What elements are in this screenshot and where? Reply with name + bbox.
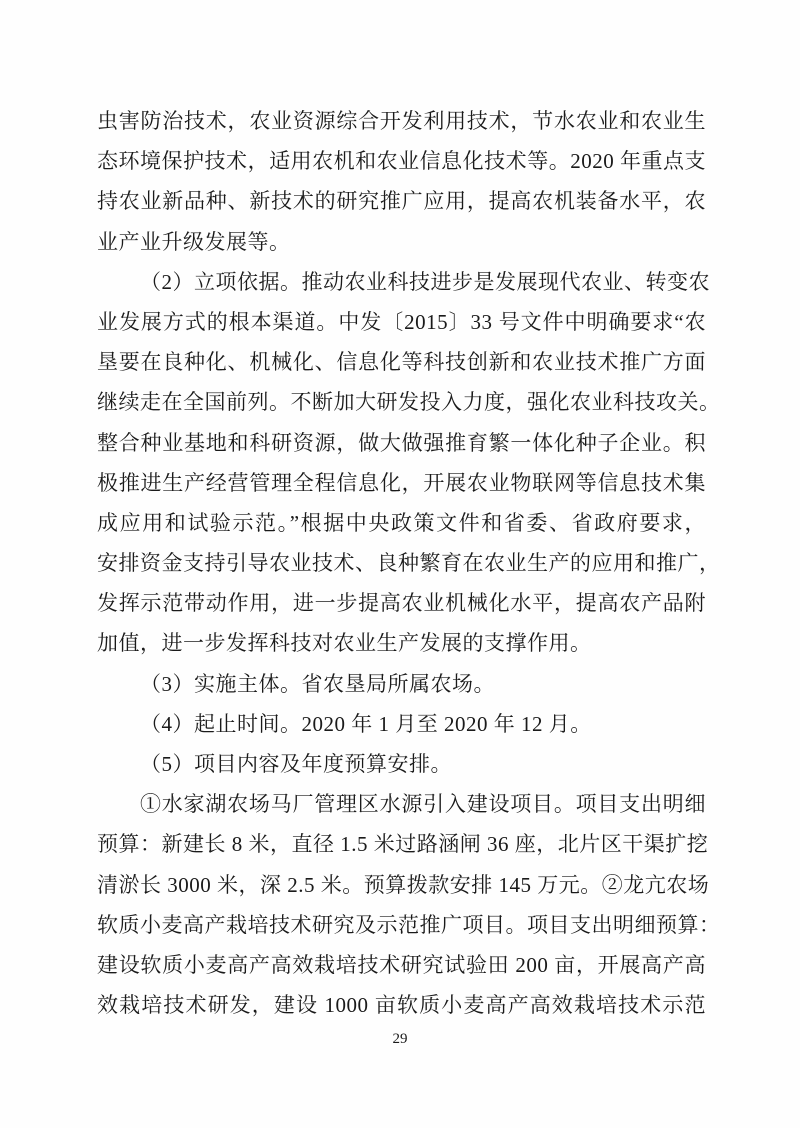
text-line: ①水家湖农场马厂管理区水源引入建设项目。项目支出明细 [140, 792, 706, 817]
text-line: 预算：新建长 8 米，直径 1.5 米过路涵闸 36 座，北片区干渠扩挖 [97, 832, 709, 857]
text-line: 态环境保护技术，适用农机和农业信息化技术等。2020 年重点支 [97, 149, 706, 174]
body-text-block [97, 101, 721, 1025]
text-line: （3）实施主体。省农垦局所属农场。 [140, 671, 495, 696]
text-line: 业发展方式的根本渠道。中发〔2015〕33 号文件中明确要求“农 [97, 309, 706, 334]
text-line: 持农业新品种、新技术的研究推广应用，提高农机装备水平，农 [97, 189, 706, 214]
text-line: 发挥示范带动作用，进一步提高农业机械化水平，提高农产品附 [97, 591, 706, 616]
text-line: 效栽培技术研发，建设 1000 亩软质小麦高产高效栽培技术示范 [97, 993, 706, 1018]
text-line: 加值，进一步发挥科技对农业生产发展的支撑作用。 [97, 631, 592, 656]
text-line: 继续走在全国前列。不断加大研发投入力度，强化农业科技攻关。 [97, 390, 721, 415]
text-line: 建设软质小麦高产高效栽培技术研究试验田 200 亩，开展高产高 [97, 952, 706, 977]
text-line: （4）起止时间。2020 年 1 月至 2020 年 12 月。 [140, 711, 592, 736]
text-line: 整合种业基地和科研资源，做大做强推育繁一体化种子企业。积 [97, 430, 706, 455]
text-line: 软质小麦高产栽培技术研究及示范推广项目。项目支出明细预算： [97, 912, 721, 937]
text-line: 业产业升级发展等。 [97, 229, 291, 254]
text-line: 成应用和试验示范。”根据中央政策文件和省委、省政府要求， [97, 510, 706, 535]
text-line: （5）项目内容及年度预算安排。 [140, 752, 452, 776]
text-line: 极推进生产经营管理全程信息化，开展农业物联网等信息技术集 [97, 470, 706, 495]
text-line: 清淤长 3000 米，深 2.5 米。预算拨款安排 145 万元。②龙亢农场 [97, 872, 710, 897]
text-line: 安排资金支持引导农业技术、良种繁育在农业生产的应用和推广， [97, 551, 721, 576]
text-line: 垦要在良种化、机械化、信息化等科技创新和农业技术推广方面 [97, 350, 706, 375]
text-line: （2）立项依据。推动农业科技进步是发展现代农业、转变农 [140, 269, 710, 294]
text-line: 虫害防治技术，农业资源综合开发利用技术，节水农业和农业生 [97, 109, 706, 133]
page-number: 29 [392, 1031, 408, 1047]
